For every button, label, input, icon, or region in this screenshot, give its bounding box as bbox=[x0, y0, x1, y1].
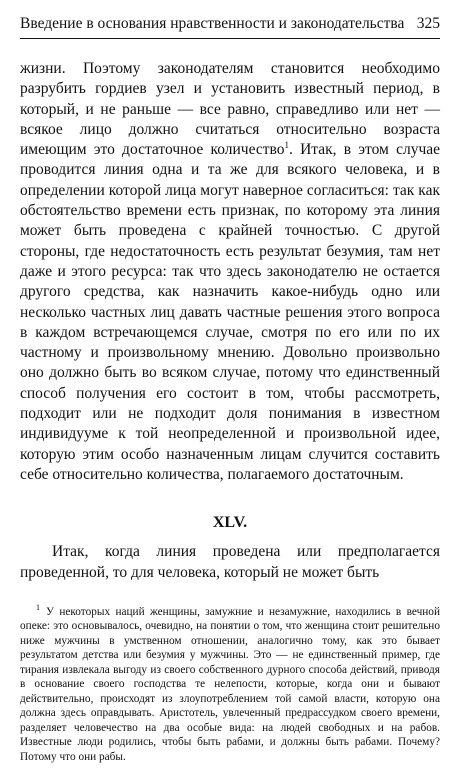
section-heading: XLV. bbox=[212, 514, 248, 532]
paragraph-text-part-1: жизни. Поэтому законодателям становится необходимо разрубить гордиев узел и установить известный период, в который, и не раньше — все равно, справедливо или нет — всякое лицо должно считаться относительно возраста имеющим это достаточное количество bbox=[20, 60, 440, 159]
paragraph bbox=[20, 59, 440, 485]
footnote-paragraph bbox=[20, 605, 440, 765]
footnote-reference: 1 bbox=[284, 140, 289, 151]
footnote bbox=[20, 605, 440, 765]
page-number: 325 bbox=[416, 15, 440, 32]
section-paragraph: Итак, когда линия проведена или предполагается проведенной, то для человека, который не может быть bbox=[20, 543, 440, 581]
footnote-mark: 1 bbox=[36, 603, 40, 613]
running-head-title: Введение в основания нравственности и законодательства bbox=[20, 15, 405, 32]
running-head bbox=[20, 14, 440, 39]
footnote-text: У некоторых наций женщины, замужние и незамужние, находились в вечной опеке: это основывалось, очевидно, на понятии о том, что женщина стоит решительно ниже мужчины в умственном отношении, аналогично тому, как это бывает результатом детства или безумия у мужчины. Это — не единственный пример, где тирания извлекала выгоду из своего собственного дурного способа действий, приводя в основание своего господства те нелепости, которые, когда они и бывают действительно, происходят из злоупотреблением той самой власти, которую она должна здесь оправдывать. Аристотель, увлеченный предрассудком своего времени, разделяет человечество на два особые вида: на людей свободных и на рабов. Известные люди родились, чтобы быть рабами, и должны быть рабами. Почему? Потому что они рабы. bbox=[20, 605, 440, 763]
section-body bbox=[20, 542, 440, 583]
main-text bbox=[20, 59, 440, 485]
book-page bbox=[20, 14, 440, 764]
paragraph-text-part-2: . Итак, в этом случае проводится линия одна и та же для всякого человека, и в определении которой лица могут наверное согласиться: так как обстоятельство времени есть признак, по которому эта линия может быть проведена с крайней точностью. С другой стороны, где недостаточность есть результат безумия, там нет даже и этого ресурса: так что здесь законодателю не остается другого средства, как назначить какое-нибудь одно или несколько частных лиц давать частные решения этого вопроса в каждом встречающемся случае, смотря по его или по их частному и произвольному мнению. Довольно произвольно оно должно быть во всяком случае, потому что единственный способ получения его состоит в том, чтобы рассмотреть, подходит или не подходит доля понимания в известном индивидууме к той неопределенной и произвольной идее, которую этим особо назначенным лицам случится составить себе относительно количества, полагаемого достаточным. bbox=[20, 141, 440, 483]
